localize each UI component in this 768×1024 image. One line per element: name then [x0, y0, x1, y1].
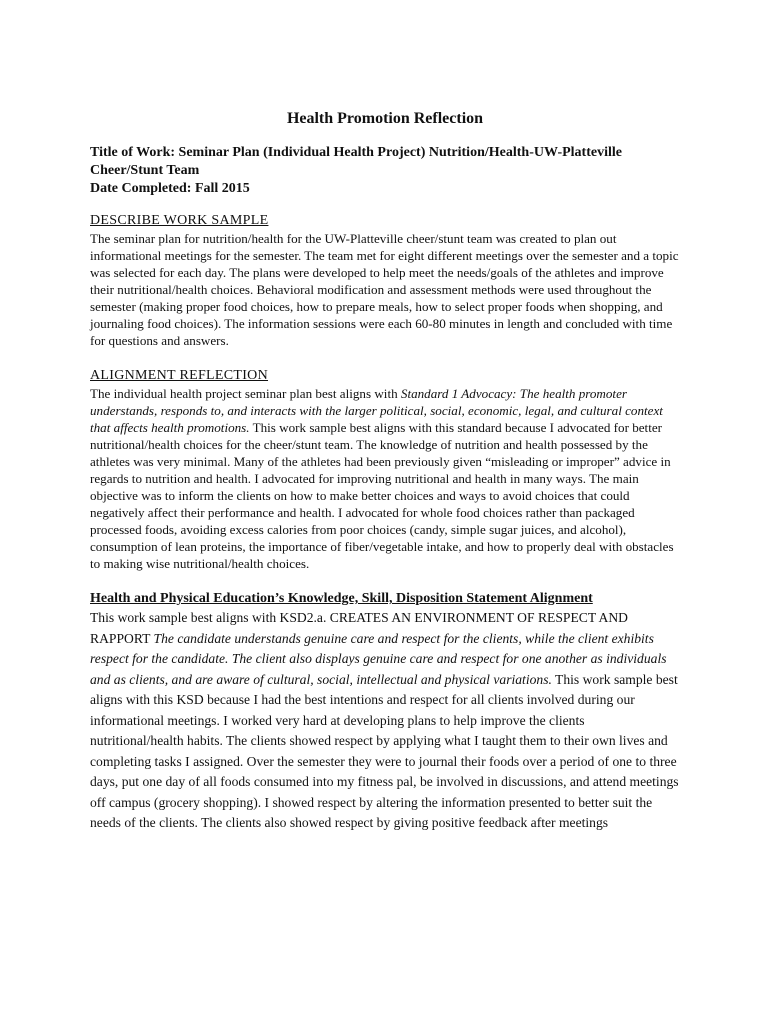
alignment-heading: ALIGNMENT REFLECTION: [90, 368, 269, 383]
ksd-heading: Health and Physical Education’s Knowledge, Skill, Disposition Statement Alignment: [90, 591, 593, 606]
ksd-section: [90, 590, 680, 834]
title-of-work: Title of Work: Seminar Plan (Individual Health Project) Nutrition/Health-UW-Platteville Cheer/Stunt Team: [90, 145, 622, 178]
date-completed: Date Completed: Fall 2015: [90, 181, 250, 196]
document-page: [90, 108, 680, 852]
ksd-intro: This work sample best aligns with KSD2.a. CREATES AN ENVIRONMENT OF RESPECT AND RAPPORT: [90, 610, 628, 646]
alignment-text: This work sample best aligns with this standard because I advocated for better nutritional/health choices for the cheer/stunt team. The knowledge of nutrition and health possessed by the athletes was very minimal. Many of the athletes had been previously given “misleading or improper” advice in regards to nutrition and health. I advocated for improving nutritional and health in many ways. The main objective was to inform the clients on how to make better choices and ways to avoid choices that could negatively affect their performance and health. I advocated for whole food choices rather than packaged processed foods, avoiding excess calories from poor choices (candy, simple sugar juices, and alcohol), consumption of lean proteins, the importance of fiber/vegetable intake, and how to properly deal with obstacles to making wise nutritional/health choices.: [90, 420, 674, 571]
describe-heading: DESCRIBE WORK SAMPLE: [90, 213, 269, 228]
alignment-intro: The individual health project seminar plan best aligns with: [90, 386, 401, 401]
ksd-body: [90, 608, 680, 834]
alignment-section: [90, 367, 680, 572]
ksd-statement: The candidate understands genuine care and respect for the clients, while the client exhibits respect for the candidate. The client also displays genuine care and respect for one another as individuals and as clients, and are aware of cultural, social, intellectual and physical variations.: [90, 630, 667, 687]
ksd-text: This work sample best aligns with this KSD because I had the best intentions and respect for all clients involved during our informational meetings. I worked very hard at developing plans to help improve the clients nutritional/health habits. The clients showed respect by applying what I taught them to their own lives and completing tasks I assigned. Over the semester they were to journal their foods over a period of one to three days, put one day of all foods consumed into my fitness pal, be involved in discussions, and attend meetings off campus (grocery shopping). I showed respect by altering the information presented to better suit the needs of the clients. The clients also showed respect by giving positive feedback after meetings: [90, 671, 679, 830]
describe-section: [90, 212, 680, 349]
document-title: Health Promotion Reflection: [286, 110, 484, 127]
describe-body: The seminar plan for nutrition/health for the UW-Platteville cheer/stunt team was created to plan out informational meetings for the semester. The team met for eight different meetings over the semester and a topic was selected for each day. The plans were developed to help meet the needs/goals of the athletes and improve their nutritional/health choices. Behavioral modification and assessment methods were used throughout the semester (making proper food choices, how to prepare meals, how to select proper foods when shopping, and journaling food choices). The information sessions were each 60-80 minutes in length and concluded with time for questions and answers.: [90, 231, 679, 348]
alignment-standard: Standard 1 Advocacy: The health promoter understands, responds to, and interacts with the larger political, social, economic, legal, and cultural context that affects health promotions.: [90, 386, 663, 435]
document-meta: [90, 144, 680, 198]
alignment-body: [90, 385, 680, 572]
